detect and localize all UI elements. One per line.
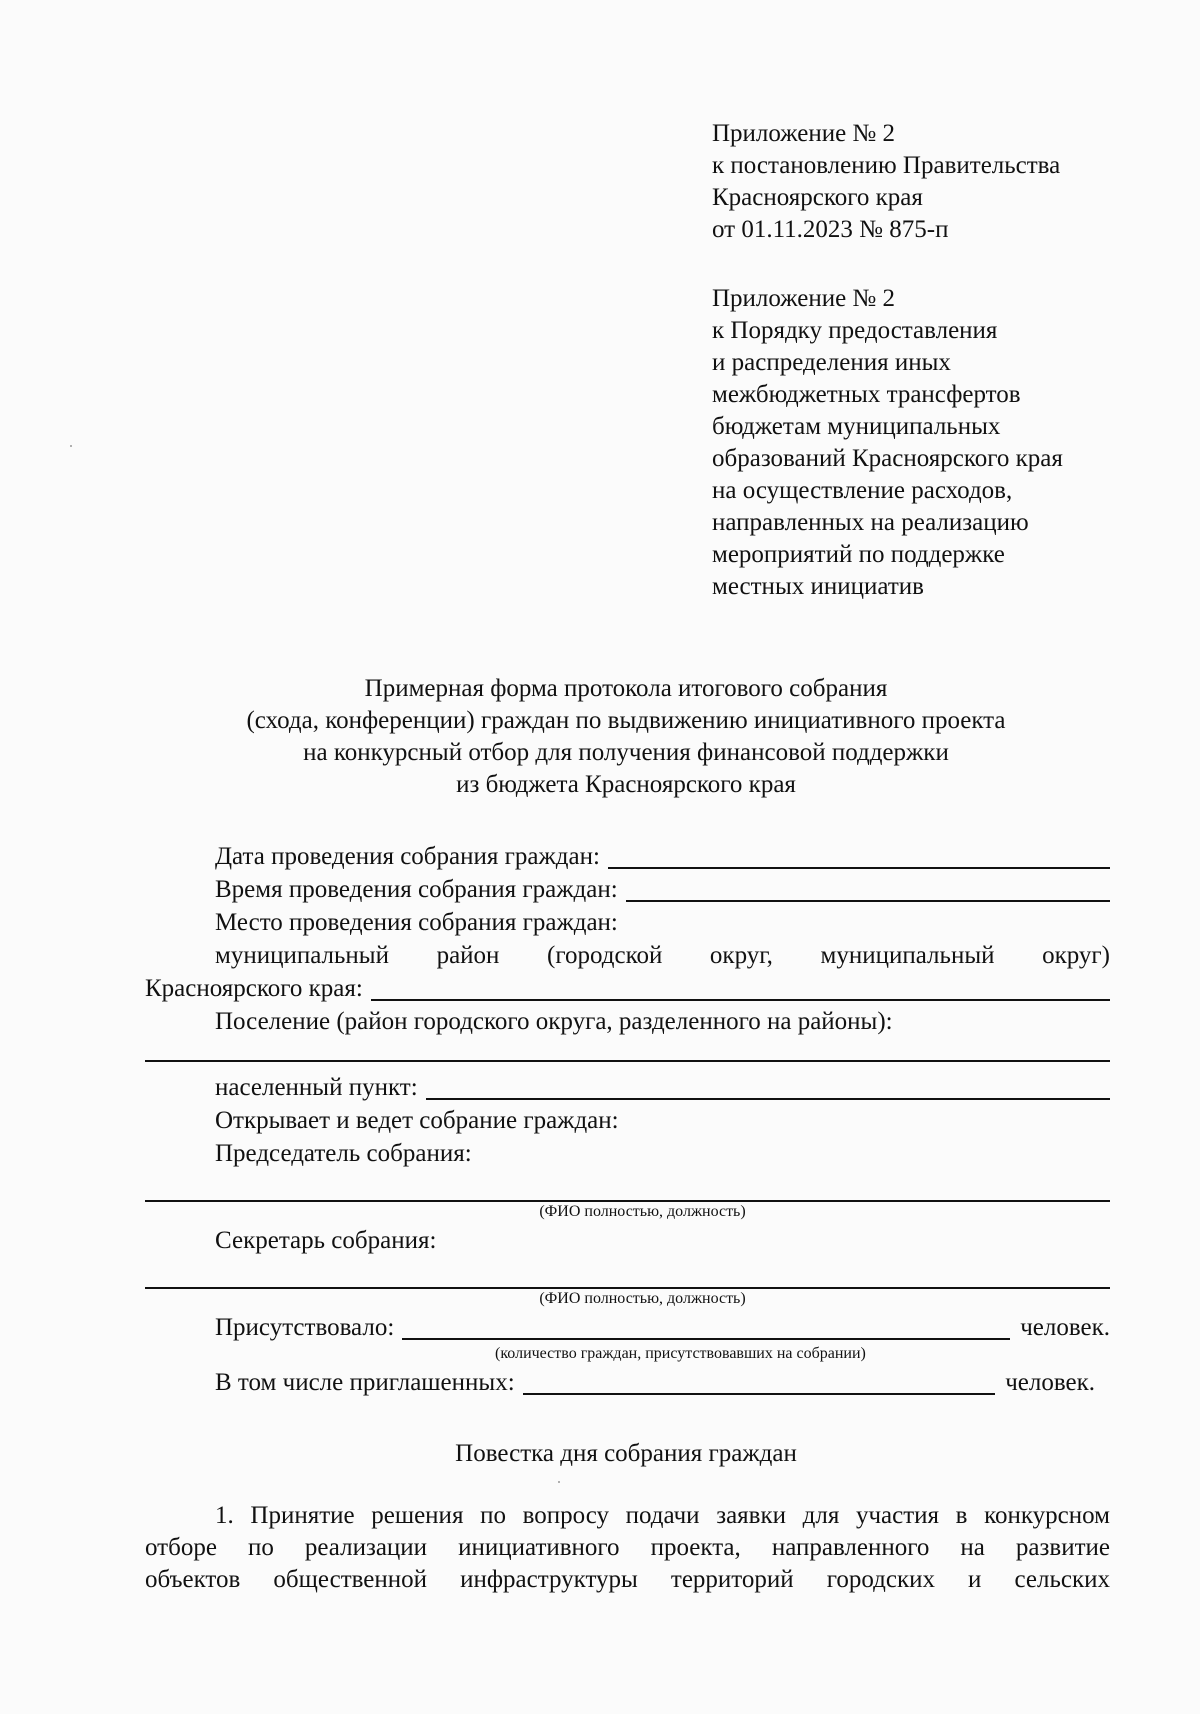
settlement-row <box>145 1005 1110 1038</box>
scan-speck <box>70 445 72 447</box>
appendix-1-line: Приложение № 2 <box>712 120 896 147</box>
appendix-1-line: Красноярского края <box>712 184 923 211</box>
agenda-item-1-line: объектов общественной инфраструктуры территорий городских и сельских <box>145 1566 1110 1593</box>
appendix-2-line: на осуществление расходов, <box>712 477 1013 504</box>
appendix-2-line: мероприятий по поддержке <box>712 541 1005 568</box>
appendix-1-line: от 01.11.2023 № 875-п <box>712 216 949 243</box>
invited-row <box>145 1366 1110 1399</box>
appendix-2-line: к Порядку предоставления <box>712 317 998 344</box>
settlement-label: Поселение (район городского округа, разделенного на районы): <box>215 1008 893 1035</box>
appendix-2-line: и распределения иных <box>712 349 951 376</box>
chair-blank-line[interactable] <box>145 1170 1110 1202</box>
agenda-item-1-line: отборе по реализации инициативного проекта, направленного на развитие <box>145 1534 1110 1561</box>
invited-blank-line[interactable] <box>523 1369 996 1395</box>
form-title-line: Примерная форма протокола итогового собрания <box>364 675 888 702</box>
present-caption: (количество граждан, присутствовавших на собрании) <box>495 1345 866 1362</box>
district-row <box>145 939 1110 972</box>
district-word: округ) <box>1042 942 1110 969</box>
region-blank-line[interactable] <box>371 975 1110 1001</box>
appendix-2-line: направленных на реализацию <box>712 509 1029 536</box>
district-word: район <box>436 942 500 969</box>
date-row <box>145 840 1110 873</box>
chair-row <box>145 1137 1110 1170</box>
agenda-title: Повестка дня собрания граждан <box>455 1440 797 1467</box>
form-title-line: из бюджета Красноярского края <box>456 771 796 798</box>
locality-row <box>145 1071 1110 1104</box>
invited-unit: человек. <box>1005 1369 1095 1396</box>
time-blank-line[interactable] <box>626 876 1110 902</box>
appendix-2-header <box>712 283 1063 603</box>
appendix-2-line: бюджетам муниципальных <box>712 413 1001 440</box>
chair-label: Председатель собрания: <box>215 1140 472 1167</box>
date-blank-line[interactable] <box>608 843 1110 869</box>
present-unit: человек. <box>1020 1314 1110 1341</box>
present-row <box>145 1311 1110 1344</box>
settlement-blank-line[interactable] <box>145 1038 1110 1062</box>
appendix-2-line: местных инициатив <box>712 573 924 600</box>
invited-label: В том числе приглашенных: <box>215 1369 515 1396</box>
place-row <box>145 906 1110 939</box>
secretary-row <box>145 1224 1110 1257</box>
form-title-line: (схода, конференции) граждан по выдвижению инициативного проекта <box>246 707 1006 734</box>
secretary-label: Секретарь собрания: <box>215 1227 437 1254</box>
district-word: муниципальный <box>820 942 995 969</box>
time-row <box>145 873 1110 906</box>
chair-fio-caption: (ФИО полностью, должность) <box>539 1203 746 1220</box>
agenda-item-1 <box>145 1500 1110 1596</box>
present-blank-line[interactable] <box>402 1314 1010 1340</box>
region-row <box>145 972 1110 1005</box>
appendix-2-line: образований Красноярского края <box>712 445 1063 472</box>
appendix-1-header <box>712 118 1060 246</box>
form-title <box>140 673 1112 801</box>
locality-blank-line[interactable] <box>426 1074 1110 1100</box>
locality-label: населенный пункт: <box>215 1074 418 1101</box>
appendix-2-line: межбюджетных трансфертов <box>712 381 1021 408</box>
secretary-blank-line[interactable] <box>145 1257 1110 1289</box>
scan-speck <box>558 1481 560 1483</box>
opens-label: Открывает и ведет собрание граждан: <box>215 1107 619 1134</box>
date-label: Дата проведения собрания граждан: <box>215 843 600 870</box>
appendix-2-line: Приложение № 2 <box>712 285 896 312</box>
appendix-1-line: к постановлению Правительства <box>712 152 1061 179</box>
agenda-item-1-line: 1. Принятие решения по вопросу подачи заявки для участия в конкурсном <box>215 1502 1110 1529</box>
district-word: (городской <box>547 942 663 969</box>
district-word: округ, <box>709 942 773 969</box>
district-word: муниципальный <box>215 942 389 969</box>
region-label: Красноярского края: <box>145 975 363 1002</box>
opens-row <box>145 1104 1110 1137</box>
form-title-line: на конкурсный отбор для получения финансовой поддержки <box>303 739 949 766</box>
time-label: Время проведения собрания граждан: <box>215 876 618 903</box>
present-label: Присутствовало: <box>215 1314 395 1341</box>
place-label: Место проведения собрания граждан: <box>215 909 618 936</box>
protocol-form <box>145 840 1110 1399</box>
secretary-fio-caption: (ФИО полностью, должность) <box>539 1290 746 1307</box>
